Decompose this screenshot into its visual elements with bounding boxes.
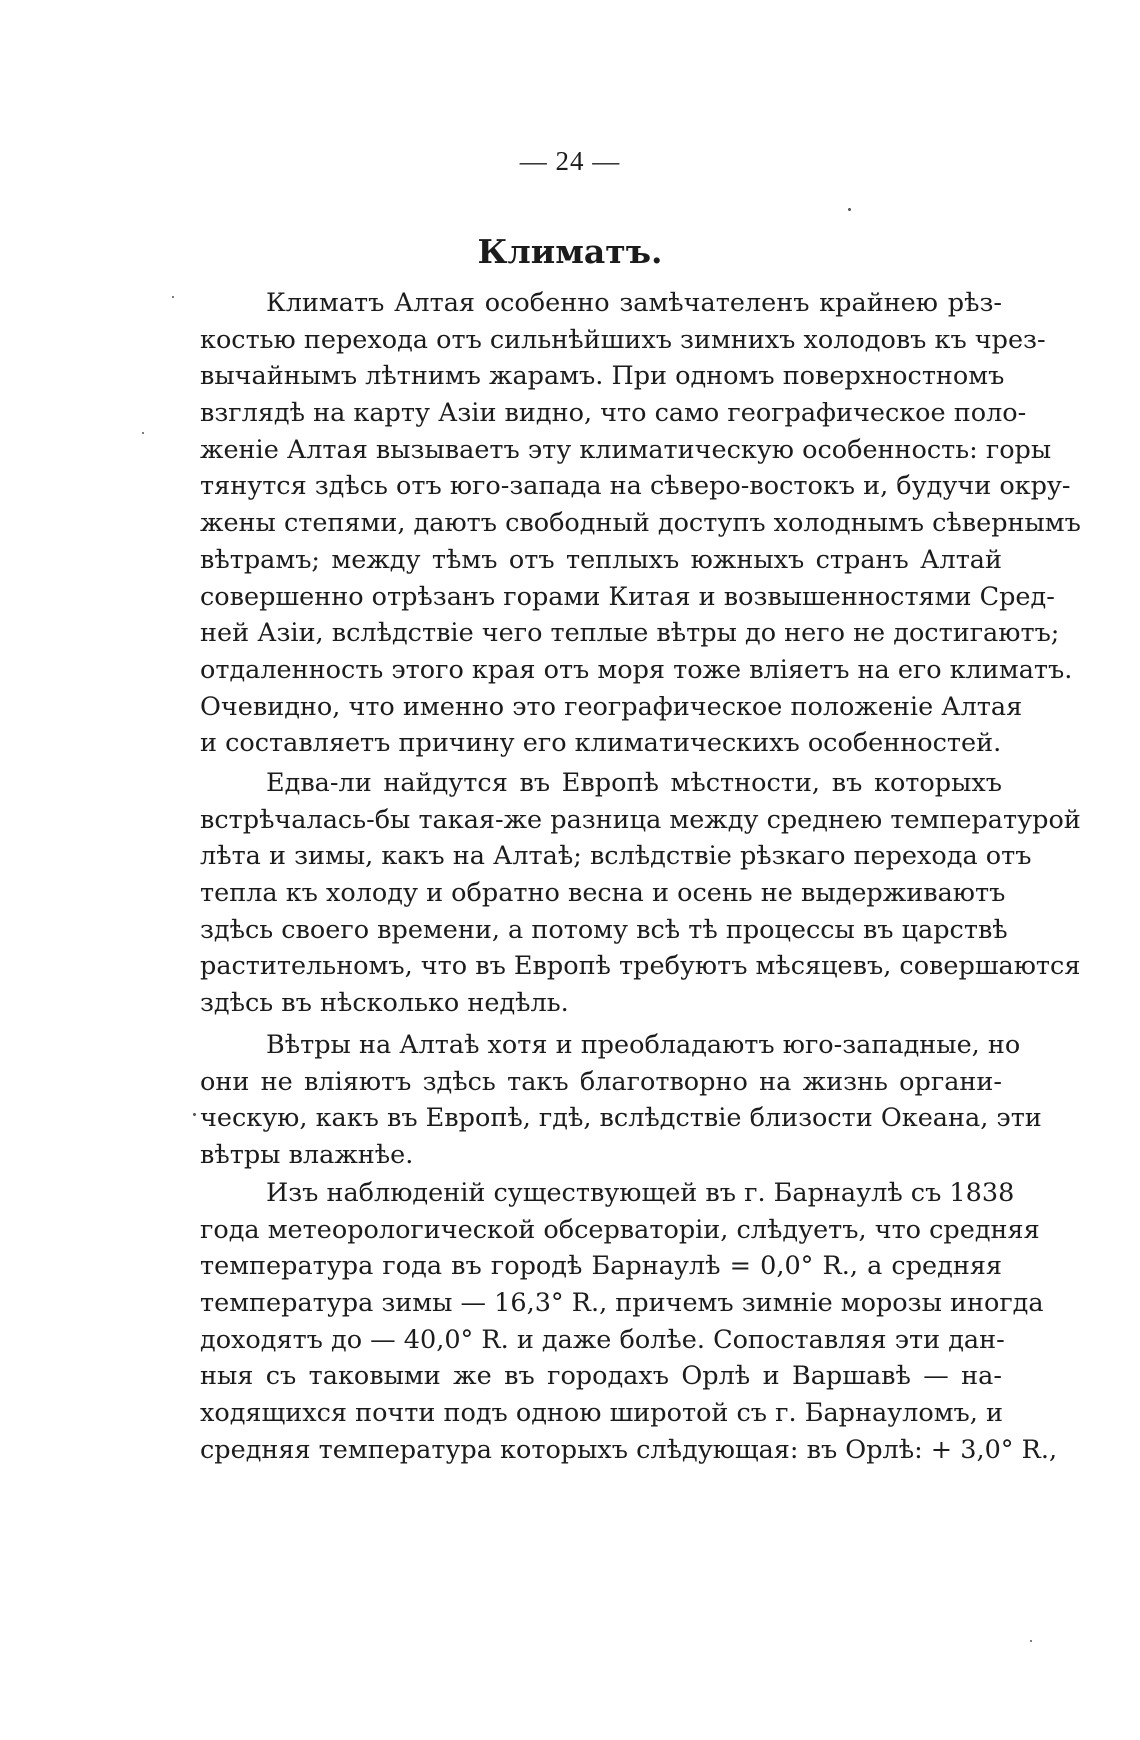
- text-line: тепла къ холоду и обратно весна и осень не выдерживаютъ: [200, 878, 1006, 909]
- scan-speck: [848, 208, 851, 211]
- text-line: вѣтры влажнѣе.: [200, 1140, 414, 1171]
- scan-speck: [193, 1113, 196, 1116]
- scan-speck: [172, 296, 174, 298]
- section-heading: Климатъ.: [477, 232, 663, 271]
- text-line: Едва-ли найдутся въ Европѣ мѣстности, въ которыхъ: [266, 768, 1002, 798]
- text-line: они не вліяютъ здѣсь такъ благотворно на жизнь органи-: [200, 1066, 1002, 1097]
- paragraph-1: [200, 285, 1081, 762]
- text-line: совершенно отрѣзанъ горами Китая и возвышенностями Сред-: [200, 581, 1055, 612]
- text-line: ней Азіи, вслѣдствіе чего теплые вѣтры до него не достигаютъ;: [200, 618, 1060, 649]
- text-line: Вѣтры на Алтаѣ хотя и преобладаютъ юго-западные, но: [266, 1030, 1021, 1060]
- scan-speck: [1030, 1640, 1032, 1642]
- text-line: лѣта и зимы, какъ на Алтаѣ; вслѣдствіе рѣзкаго перехода отъ: [200, 841, 1032, 872]
- text-line: года метеорологической обсерваторіи, слѣдуетъ, что средняя: [200, 1214, 1040, 1245]
- text-line: температура зимы — 16,3° R., причемъ зимніе морозы иногда: [200, 1288, 1044, 1319]
- text-line: встрѣчалась-бы такая-же разница между среднею температурой: [200, 804, 1081, 835]
- text-line: средняя температура которыхъ слѣдующая: въ Орлѣ: + 3,0° R.,: [200, 1434, 1058, 1465]
- text-line: вѣтрамъ; между тѣмъ отъ теплыхъ южныхъ странъ Алтай: [200, 544, 1002, 575]
- text-line: вычайнымъ лѣтнимъ жарамъ. При одномъ поверхностномъ: [200, 361, 1005, 392]
- text-line: отдаленность этого края отъ моря тоже вліяетъ на его климатъ.: [200, 654, 1073, 685]
- text-line: здѣсь своего времени, а потому всѣ тѣ процессы въ царствѣ: [200, 914, 1008, 945]
- text-line: женіе Алтая вызываетъ эту климатическую особенность: горы: [200, 434, 1052, 465]
- paragraph-4: [200, 1175, 1058, 1469]
- paragraph-2: [200, 765, 1081, 1022]
- text-line: жены степями, даютъ свободный доступъ холоднымъ сѣвернымъ: [200, 508, 1081, 539]
- text-line: взглядѣ на карту Азіи видно, что само географическое поло-: [200, 398, 1027, 429]
- text-line: ныя съ таковыми же въ городахъ Орлѣ и Варшавѣ — на-: [200, 1361, 1002, 1392]
- text-line: и составляетъ причину его климатическихъ особенностей.: [200, 728, 1002, 759]
- text-line: ходящихся почти подъ одною широтой съ г. Барнауломъ, и: [200, 1398, 1003, 1429]
- text-line: костью перехода отъ сильнѣйшихъ зимнихъ холодовъ къ чрез-: [200, 324, 1046, 355]
- scan-speck: [142, 432, 144, 434]
- text-line: растительномъ, что въ Европѣ требуютъ мѣсяцевъ, совершаются: [200, 951, 1081, 982]
- text-line: тянутся здѣсь отъ юго-запада на сѣверо-востокъ и, будучи окру-: [200, 471, 1071, 502]
- text-line: Изъ наблюденій существующей въ г. Барнаулѣ съ 1838: [266, 1178, 1015, 1208]
- text-line: доходятъ до — 40,0° R. и даже болѣе. Сопоставляя эти дан-: [200, 1324, 1005, 1355]
- paragraph-3: [200, 1027, 1042, 1174]
- text-line: ческую, какъ въ Европѣ, гдѣ, вслѣдствіе близости Океана, эти: [200, 1103, 1042, 1134]
- text-line: здѣсь въ нѣсколько недѣль.: [200, 988, 569, 1019]
- text-line: Климатъ Алтая особенно замѣчателенъ крайнею рѣз-: [266, 288, 1002, 318]
- text-line: температура года въ городѣ Барнаулѣ = 0,0° R., а средняя: [200, 1251, 1002, 1282]
- page-number: — 24 —: [519, 146, 621, 176]
- text-line: Очевидно, что именно это географическое положеніе Алтая: [200, 691, 1023, 722]
